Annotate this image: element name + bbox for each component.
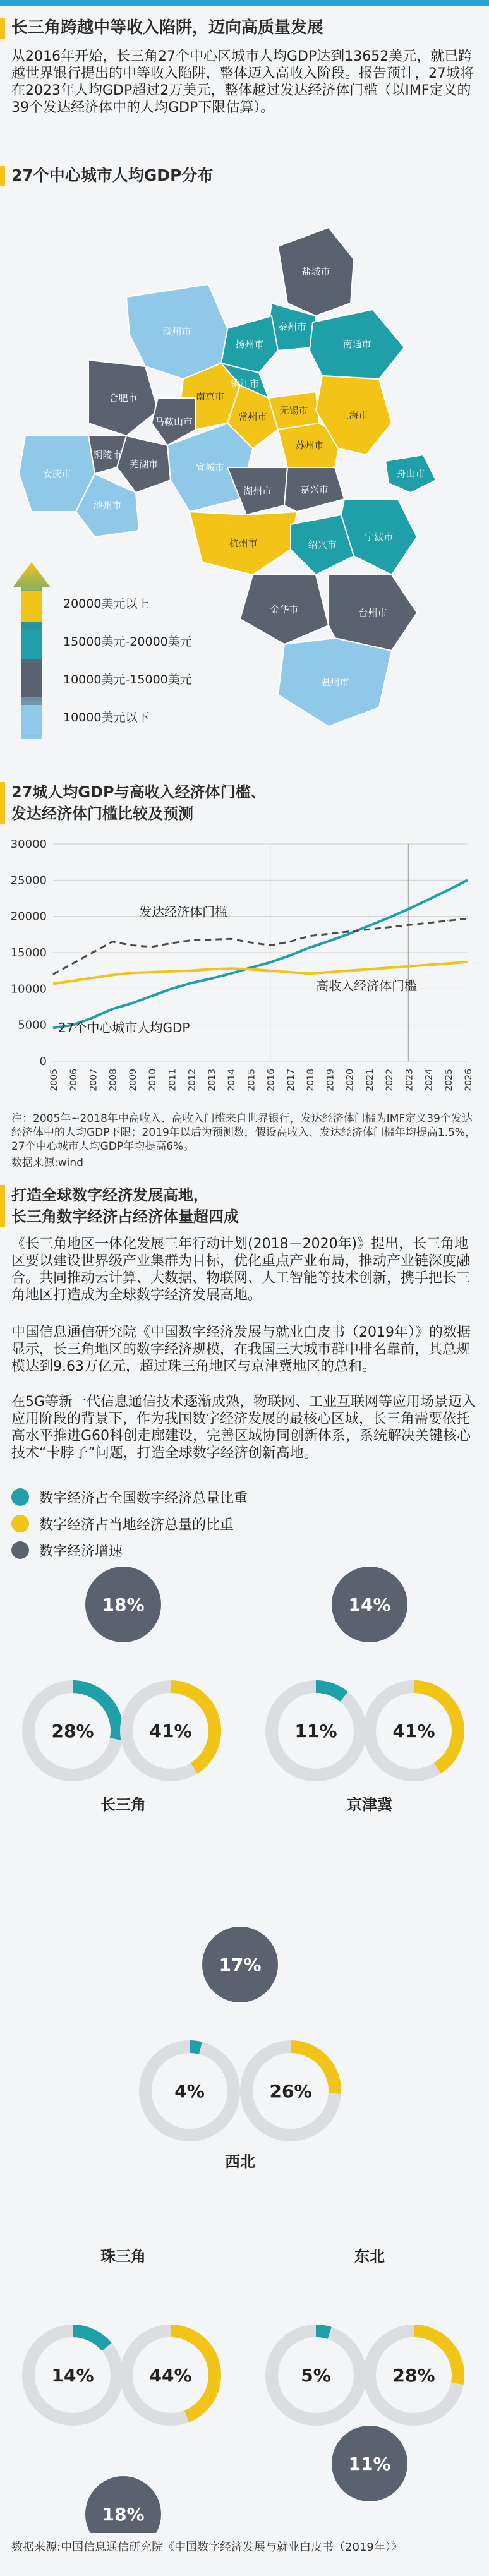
donut-legend-item xyxy=(11,1486,248,1508)
series-point xyxy=(289,941,290,942)
series-line xyxy=(53,880,468,1028)
map-city-label: 池州市 xyxy=(93,500,122,511)
legend-label: 10000美元-15000美元 xyxy=(63,673,192,687)
x-tick-label: 2012 xyxy=(187,1069,198,1092)
section3-title-line1: 打造全球数字经济发展高地， xyxy=(11,1186,208,1204)
section3-paragraph-2: 中国信息通信研究院《中国数字经济发展与就业白皮书（2019年）》的数据显示，长三角地区的数字经济规模，在我国三大城市群中排名靠前，其总规模达到9.63万亿元，超过珠三角地区与京津冀地区的总和。 xyxy=(11,1325,471,1375)
series-point xyxy=(210,939,211,940)
x-tick-label: 2008 xyxy=(108,1069,119,1092)
x-tick-label: 2007 xyxy=(88,1069,99,1092)
map-city-label: 镇江市 xyxy=(230,378,260,390)
chart-title-line2: 发达经济体门槛比较及预测 xyxy=(11,805,193,822)
map-city-label: 合肥市 xyxy=(109,392,138,404)
series-point xyxy=(131,1003,132,1004)
series-point xyxy=(447,963,448,964)
x-tick-label: 2011 xyxy=(167,1069,178,1092)
map-city-label: 温州市 xyxy=(320,677,349,688)
map-city-label: 铜陵市 xyxy=(93,449,122,460)
donut-value-label: 41% xyxy=(392,1721,435,1742)
section3-source: 数据来源:中国信息通信研究院《中国数字经济发展与就业白皮书（2019年）》 xyxy=(11,2541,402,2554)
section3-paragraph-1: 《长三角地区一体化发展三年行动计划(2018－2020年)》提出，长三角地区要以建设世界级产业集群为目标，优化重点产业布局，推动产业链深度融合。共同推动云计算、大数据、物联网、人工智能等技术创新，携手把长三角地区打造成为全球数字经济发展高地。 xyxy=(11,1236,471,1303)
donut-value-label: 4% xyxy=(174,2081,205,2102)
section3-title-line2: 长三角数字经济占经济体量超四成 xyxy=(11,1208,239,1225)
x-tick-label: 2025 xyxy=(444,1069,454,1092)
map-city-label: 扬州市 xyxy=(235,339,264,350)
section3-paragraph-3: 在5G等新一代信息通信技术逐渐成熟，物联网、工业互联网等应用场景迈入应用阶段的背景下，作为我国数字经济发展的最核心区域，长三角需要依托高水平推进G60科创走廊建设，完善区域协同创新体系，系统解决关键核心技术“卡脖子”问题，打造全球数字经济创新高地。 xyxy=(11,1394,476,1461)
region-name: 京津冀 xyxy=(347,1796,392,1814)
donut-value-label: 28% xyxy=(51,1721,94,1742)
map-city-label: 杭州市 xyxy=(229,538,258,549)
x-tick-label: 2016 xyxy=(266,1069,277,1092)
map-city-label: 苏州市 xyxy=(295,440,324,451)
title-accent xyxy=(0,18,5,39)
section1-title: 长三角跨越中等收入陷阱，迈向高质量发展 xyxy=(11,18,324,37)
chart-title-line1: 27城人均GDP与高收入经济体门槛、 xyxy=(11,783,266,801)
series-point xyxy=(53,974,54,975)
x-tick-label: 2010 xyxy=(148,1069,159,1092)
series-point xyxy=(289,955,290,956)
donut-legend-item xyxy=(11,1512,234,1535)
x-tick-label: 2020 xyxy=(345,1069,356,1092)
series-point xyxy=(171,971,172,972)
y-tick-label: 20000 xyxy=(10,910,47,924)
legend-swatch xyxy=(21,629,42,659)
series-point xyxy=(250,969,251,970)
region-name: 东北 xyxy=(354,2248,385,2265)
x-tick-label: 2024 xyxy=(424,1069,435,1092)
map-city-label: 绍兴市 xyxy=(308,539,337,551)
series-point xyxy=(408,909,409,910)
series-point xyxy=(447,920,448,921)
donut-value-label: 28% xyxy=(392,2365,435,2386)
series-point xyxy=(131,945,132,946)
legend-label: 20000美元以上 xyxy=(63,597,150,611)
donut-value-label: 17% xyxy=(219,1954,262,1975)
map-city-label: 台州市 xyxy=(358,607,387,618)
section1-paragraph: 从2016年开始，长三角27个中心区城市人均GDP达到13652美元，就已跨越世界银行提出的中等收入陷阱，整体迈入高收入阶段。报告预计，27城将在2023年人均GDP超过2万美元，整体越过发达经济体门槛（以IMF定义的39个发达经济体中的人均GDP下限估算）。 xyxy=(11,49,474,116)
section3-title-accent xyxy=(0,1185,5,1227)
y-tick-label: 5000 xyxy=(18,1018,47,1032)
legend-dot xyxy=(11,1488,29,1506)
map-title-accent xyxy=(0,166,5,186)
donut-legend-item xyxy=(11,1539,123,1562)
x-tick-label: 2018 xyxy=(306,1069,317,1092)
legend-dot xyxy=(11,1515,29,1532)
x-tick-label: 2019 xyxy=(325,1069,336,1092)
donut-value-label: 14% xyxy=(348,1594,391,1615)
x-tick-label: 2021 xyxy=(365,1069,375,1092)
map-title: 27个中心城市人均GDP分布 xyxy=(11,166,214,184)
map-city-label: 芜湖市 xyxy=(129,459,159,470)
region-name: 西北 xyxy=(225,2153,255,2170)
x-tick-label: 2013 xyxy=(207,1069,217,1092)
x-tick-label: 2015 xyxy=(246,1069,257,1092)
x-tick-label: 2017 xyxy=(286,1069,296,1092)
legend-label: 15000美元-20000美元 xyxy=(63,635,192,649)
top-accent-bar xyxy=(0,0,489,6)
legend-label: 数字经济占当地经济总量的比重 xyxy=(39,1517,234,1533)
series-label: 27个中心城市人均GDP xyxy=(58,1020,190,1036)
donut-value-label: 5% xyxy=(301,2365,331,2386)
map-city-label: 上海市 xyxy=(339,409,368,421)
map-city-label: 无锡市 xyxy=(279,405,308,416)
y-tick-label: 15000 xyxy=(10,946,47,960)
donut-value-label: 18% xyxy=(102,1594,145,1615)
legend-dot xyxy=(11,1541,29,1559)
x-tick-label: 2006 xyxy=(69,1069,80,1092)
series-label: 高收入经济体门槛 xyxy=(316,978,418,994)
map-city-label: 马鞍山市 xyxy=(154,416,193,428)
map-city-label: 金华市 xyxy=(270,604,299,615)
series-point xyxy=(210,969,211,970)
series-point xyxy=(447,890,448,891)
y-tick-label: 25000 xyxy=(10,874,47,888)
series-label: 发达经济体门槛 xyxy=(139,904,228,920)
city-gdp-map xyxy=(0,196,489,764)
donut-value-label: 41% xyxy=(149,1721,192,1742)
series-point xyxy=(368,929,369,930)
map-city-label: 安庆市 xyxy=(42,468,71,479)
legend-swatch xyxy=(21,591,42,622)
donut-value-label: 11% xyxy=(348,2453,391,2474)
legend-swatch xyxy=(21,705,42,735)
gdp-threshold-line-chart xyxy=(0,834,489,1105)
series-point xyxy=(368,925,369,926)
region-name: 长三角 xyxy=(100,1796,146,1814)
x-tick-label: 2014 xyxy=(227,1069,238,1092)
map-city-label: 嘉兴市 xyxy=(299,484,329,495)
map-city-label: 南通市 xyxy=(342,339,371,350)
legend-label: 10000美元以下 xyxy=(63,711,150,725)
map-city-label: 湖州市 xyxy=(243,485,272,497)
series-point xyxy=(171,943,172,944)
map-city-label: 泰州市 xyxy=(277,321,307,333)
chart-source: 数据来源:wind xyxy=(11,1157,83,1169)
y-tick-label: 10000 xyxy=(10,982,47,996)
legend-label: 数字经济占全国数字经济总量比重 xyxy=(39,1490,248,1507)
x-tick-label: 2026 xyxy=(464,1069,474,1092)
map-city-label: 宁波市 xyxy=(365,531,394,543)
map-city-label: 滁州市 xyxy=(162,326,191,337)
x-tick-label: 2005 xyxy=(49,1069,59,1092)
series-point xyxy=(368,969,369,970)
map-city-label: 舟山市 xyxy=(396,468,425,479)
donut-value-label: 26% xyxy=(269,2081,312,2102)
regional-digital-economy-donuts xyxy=(0,1567,489,2533)
y-tick-label: 30000 xyxy=(10,838,47,851)
map-city-label: 常州市 xyxy=(238,411,267,423)
series-point xyxy=(210,978,211,979)
region-name: 珠三角 xyxy=(100,2248,146,2265)
map-city-label: 南京市 xyxy=(195,390,225,402)
legend-swatch xyxy=(21,667,42,697)
donut-value-label: 44% xyxy=(149,2365,192,2386)
y-tick-label: 0 xyxy=(39,1055,47,1068)
donut-value-label: 11% xyxy=(294,1721,337,1742)
x-tick-label: 2023 xyxy=(404,1069,415,1092)
map-city-label: 宣城市 xyxy=(195,462,225,473)
map-city-label: 盐城市 xyxy=(301,266,330,277)
donut-value-label: 14% xyxy=(51,2365,94,2386)
donut-value-label: 18% xyxy=(102,2504,145,2525)
x-tick-label: 2009 xyxy=(128,1069,138,1092)
x-tick-label: 2022 xyxy=(385,1069,395,1092)
legend-label: 数字经济增速 xyxy=(39,1543,123,1560)
chart-title-accent xyxy=(0,782,5,824)
chart-note: 注：2005年~2018年中高收入、高收入门槛来自世界银行，发达经济体门槛为IMF定义39个发达经济体中的人均GDP下限；2019年以后为预测数，假设高收入、发达经济体门槛年均提高1.5%，27个中心城市人均GDP年均提高6%。 xyxy=(11,1112,476,1153)
